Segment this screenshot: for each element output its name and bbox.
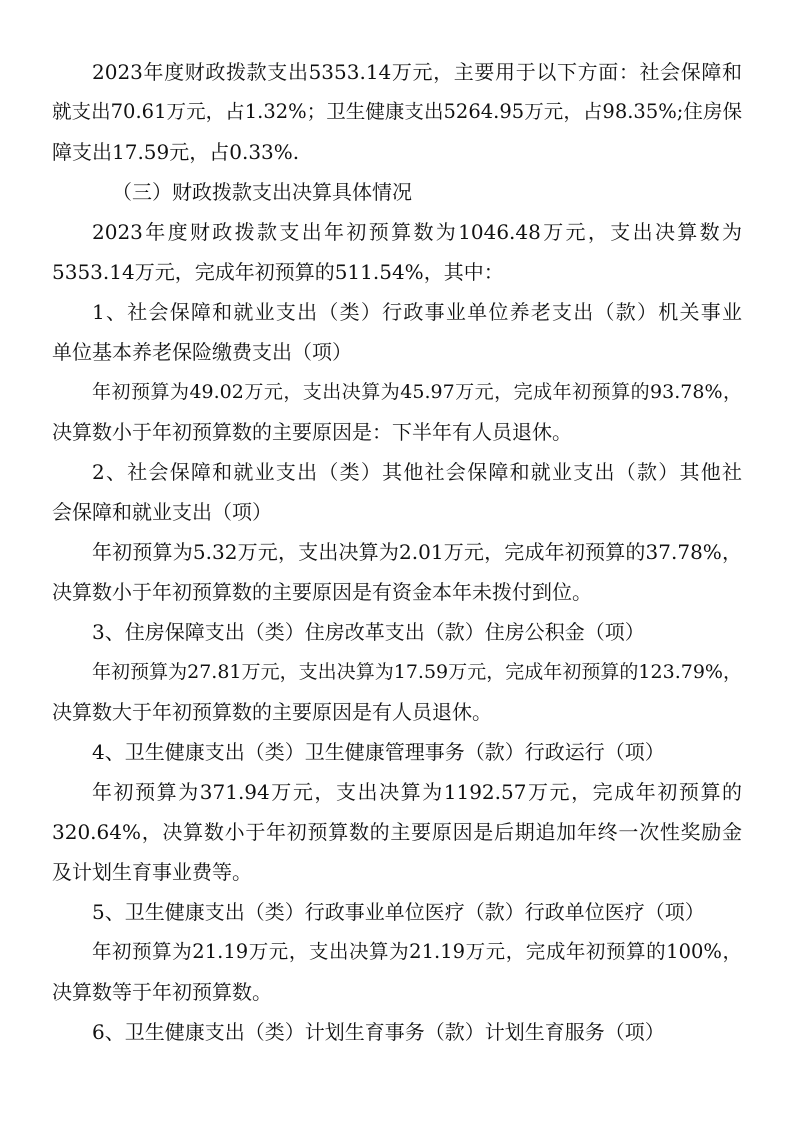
item-2-detail bbox=[52, 532, 742, 612]
item-2-title bbox=[52, 452, 742, 532]
text-line: 年初预算为21.19万元，支出决算为21.19万元，完成年初预算的100%， bbox=[92, 940, 742, 963]
item-4-title bbox=[52, 732, 742, 772]
text-line: 决算数大于年初预算数的主要原因是有人员退休。 bbox=[52, 700, 492, 724]
text-line: 320.64%，决算数小于年初预算数的主要原因是后期追加年终一次性奖励金 bbox=[52, 820, 742, 844]
item-1-title bbox=[52, 292, 742, 372]
text-line: 就支出70.61万元，占1.32%；卫生健康支出5264.95万元，占98.35%;住房保 bbox=[52, 100, 742, 123]
text-line: 1、社会保障和就业支出（类）行政事业单位养老支出（款）机关事业 bbox=[92, 300, 742, 324]
paragraph-expenditure-summary bbox=[52, 52, 742, 172]
text-line: 4、卫生健康支出（类）卫生健康管理事务（款）行政运行（项） bbox=[92, 740, 665, 764]
section-heading: （三）财政拨款支出决算具体情况 bbox=[112, 180, 412, 204]
item-4-detail bbox=[52, 772, 742, 892]
item-1-detail bbox=[52, 372, 742, 452]
text-line: 及计划生育事业费等。 bbox=[52, 860, 252, 884]
text-line: 年初预算为27.81万元，支出决算为17.59万元，完成年初预算的123.79%， bbox=[92, 661, 742, 683]
text-line: 6、卫生健康支出（类）计划生育事务（款）计划生育服务（项） bbox=[92, 1020, 665, 1044]
item-5-title bbox=[52, 892, 742, 932]
item-5-detail bbox=[52, 932, 742, 1012]
item-6-title bbox=[52, 1012, 742, 1052]
text-line: 年初预算为371.94万元，支出决算为1192.57万元，完成年初预算的 bbox=[92, 780, 742, 804]
text-line: 5353.14万元，完成年初预算的511.54%，其中： bbox=[52, 260, 504, 284]
text-line: 会保障和就业支出（项） bbox=[52, 500, 272, 524]
text-line: 障支出17.59元，占0.33%. bbox=[52, 140, 300, 164]
paragraph-budget-overview bbox=[52, 212, 742, 292]
text-line: 年初预算为49.02万元，支出决算为45.97万元，完成年初预算的93.78%， bbox=[92, 381, 742, 403]
text-line: 年初预算为5.32万元，支出决算为2.01万元，完成年初预算的37.78%， bbox=[92, 540, 742, 564]
text-line: 单位基本养老保险缴费支出（项） bbox=[52, 340, 352, 364]
text-line: 2023年度财政拨款支出5353.14万元，主要用于以下方面：社会保障和 bbox=[92, 60, 742, 84]
text-line: 决算数小于年初预算数的主要原因是有资金本年未拨付到位。 bbox=[52, 580, 592, 604]
text-line: 2023年度财政拨款支出年初预算数为1046.48万元，支出决算数为 bbox=[92, 220, 742, 244]
text-line: 3、住房保障支出（类）住房改革支出（款）住房公积金（项） bbox=[92, 620, 645, 644]
item-3-title bbox=[52, 612, 742, 652]
text-line: 决算数等于年初预算数。 bbox=[52, 980, 272, 1004]
text-line: 2、社会保障和就业支出（类）其他社会保障和就业支出（款）其他社 bbox=[92, 460, 742, 484]
text-line: 5、卫生健康支出（类）行政事业单位医疗（款）行政单位医疗（项） bbox=[92, 900, 705, 924]
item-3-detail bbox=[52, 652, 742, 732]
text-line: 决算数小于年初预算数的主要原因是：下半年有人员退休。 bbox=[52, 420, 572, 444]
